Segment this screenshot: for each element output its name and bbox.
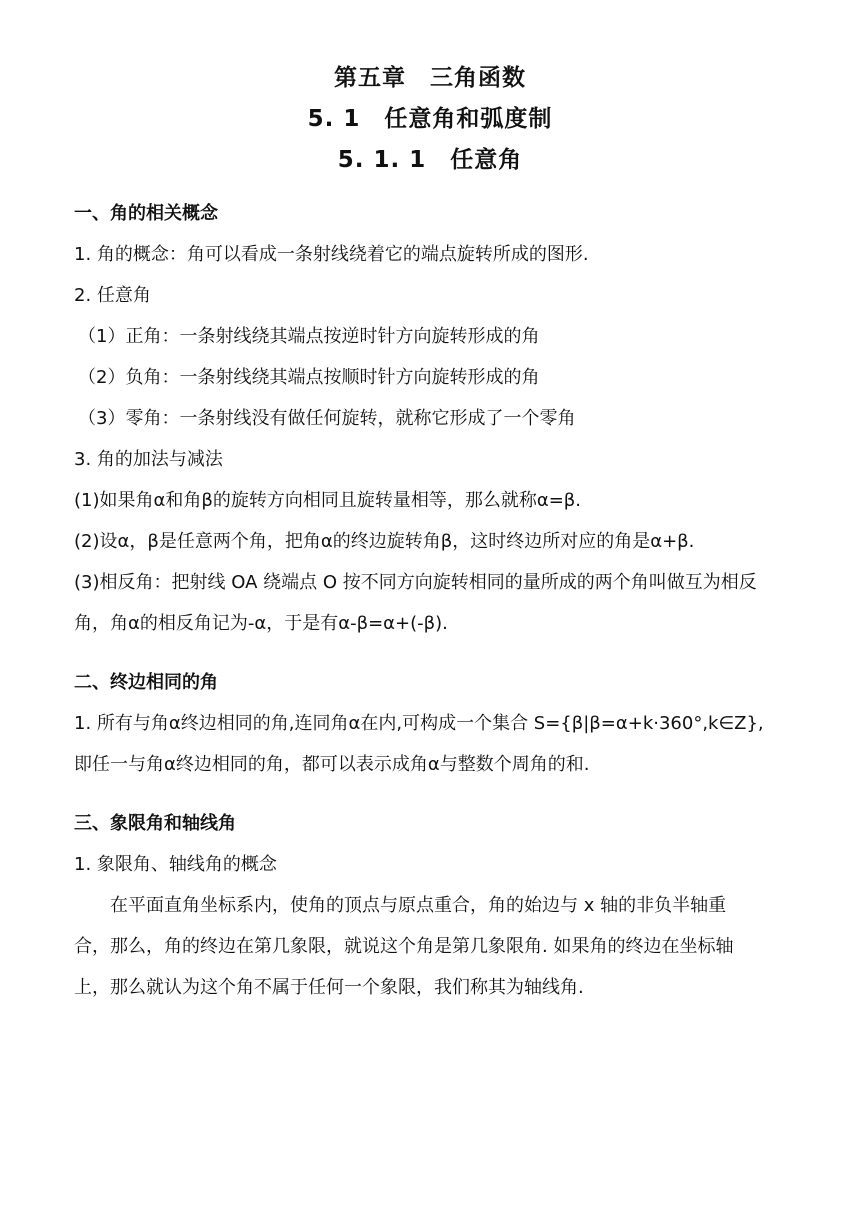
subsection-title: 5. 1. 1 任意角 (337, 147, 523, 173)
paragraph-line: 上，那么就认为这个角不属于任何一个象限，我们称其为轴线角. (74, 977, 584, 998)
paragraph-line: 合，那么，角的终边在第几象限，就说这个角是第几象限角. 如果角的终边在坐标轴 (74, 936, 734, 957)
paragraph-line: 3. 角的加法与减法 (74, 449, 223, 470)
paragraph-line: (3)相反角：把射线 OA 绕端点 O 按不同方向旋转相同的量所成的两个角叫做互为相反 (74, 572, 757, 593)
section-heading-angle-concepts: 一、角的相关概念 (74, 203, 218, 224)
list-item: （3）零角：一条射线没有做任何旋转，就称它形成了一个零角 (78, 408, 576, 429)
section-heading-quadrant-angles: 三、象限角和轴线角 (74, 813, 236, 834)
paragraph-line: (2)设α，β是任意两个角，把角α的终边旋转角β，这时终边所对应的角是α+β. (74, 531, 695, 552)
paragraph-line: 即任一与角α终边相同的角，都可以表示成角α与整数个周角的和. (74, 754, 590, 775)
paragraph-line: 1. 角的概念：角可以看成一条射线绕着它的端点旋转所成的图形. (74, 244, 589, 265)
chapter-title: 第五章 三角函数 (334, 65, 526, 91)
section-title: 5. 1 任意角和弧度制 (307, 106, 553, 132)
paragraph-line: (1)如果角α和角β的旋转方向相同且旋转量相等，那么就称α=β. (74, 490, 582, 511)
paragraph-line: 角，角α的相反角记为-α，于是有α-β=α+(-β). (74, 613, 448, 634)
list-item: （1）正角：一条射线绕其端点按逆时针方向旋转形成的角 (78, 326, 540, 347)
section-heading-coterminal-angles: 二、终边相同的角 (74, 672, 218, 693)
paragraph-line: 2. 任意角 (74, 285, 151, 306)
paragraph-line: 1. 象限角、轴线角的概念 (74, 854, 277, 875)
paragraph-line: 在平面直角坐标系内，使角的顶点与原点重合，角的始边与 x 轴的非负半轴重 (74, 895, 727, 916)
paragraph-line: 1. 所有与角α终边相同的角,连同角α在内,可构成一个集合 S={β|β=α+k·360°,k∈Z}, (74, 713, 764, 734)
list-item: （2）负角：一条射线绕其端点按顺时针方向旋转形成的角 (78, 367, 540, 388)
